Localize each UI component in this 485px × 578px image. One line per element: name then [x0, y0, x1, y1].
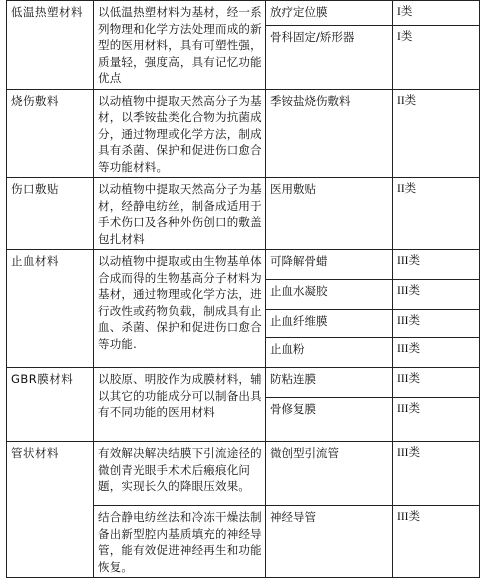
description-cell: 以胶原、明胶作为成膜材料，辅以其它的功能成分可以制备出具有不同功能的医用材料: [94, 368, 266, 442]
table-row: [7, 178, 480, 250]
product-name-cell: 骨修复膜: [266, 398, 393, 442]
product-class-cell: III类: [393, 368, 480, 398]
product-class-cell: II类: [393, 178, 480, 250]
category-cell: 管状材料: [7, 442, 94, 578]
product-class-cell: III类: [393, 398, 480, 442]
product-class-cell: II类: [393, 89, 480, 178]
table-row: [7, 1, 480, 26]
category-cell: 低温热塑材料: [7, 1, 94, 90]
description-cell: 有效解决解决结膜下引流途径的微创青光眼手术术后瘢痕化问题，实现长久的降眼压效果。: [94, 442, 266, 506]
product-name-cell: 放疗定位膜: [266, 1, 393, 26]
table-row: [7, 368, 480, 398]
product-name-cell: 可降解骨蜡: [266, 250, 393, 280]
product-name-cell: 骨科固定/矫形器: [266, 25, 393, 89]
product-name-cell: 医用敷贴: [266, 178, 393, 250]
product-name-cell: 止血粉: [266, 338, 393, 368]
product-name-cell: 季铵盐烧伤敷料: [266, 89, 393, 178]
description-cell: 以动植物中提取天然高分子为基材，经静电纺丝，制备成适用于手术伤口及各种外伤创口的敷盖包扎材料: [94, 178, 266, 250]
description-cell: 结合静电纺丝法和冷冻干燥法制备出新型腔内基质填充的神经导管，能有效促进神经再生和功能恢复。: [94, 506, 266, 578]
table-row: [7, 89, 480, 178]
table-row: [7, 442, 480, 506]
product-class-cell: III类: [393, 338, 480, 368]
product-name-cell: 微创型引流管: [266, 442, 393, 506]
product-class-cell: I类: [393, 1, 480, 26]
product-class-cell: III类: [393, 506, 480, 578]
product-table: [6, 0, 480, 578]
product-name-cell: 神经导管: [266, 506, 393, 578]
product-name-cell: 防粘连膜: [266, 368, 393, 398]
category-cell: 烧伤敷料: [7, 89, 94, 178]
product-class-cell: III类: [393, 442, 480, 506]
category-cell: 伤口敷贴: [7, 178, 94, 250]
category-cell: 止血材料: [7, 250, 94, 368]
product-name-cell: 止血水凝胶: [266, 280, 393, 310]
product-class-cell: I类: [393, 25, 480, 89]
product-class-cell: III类: [393, 250, 480, 280]
product-name-cell: 止血纤维膜: [266, 310, 393, 338]
description-cell: 以动植物中提取天然高分子为基材，以季铵盐类化合物为抗菌成分，通过物理或化学方法，制成具有杀菌、保护和促进伤口愈合等功能材料。: [94, 89, 266, 178]
table-row: [7, 250, 480, 280]
product-class-cell: III类: [393, 280, 480, 310]
description-cell: 以动植物中提取或由生物基单体合成而得的生物基高分子材料为基材，通过物理或化学方法，进行改性或药物负载，制成具有止血、杀菌、保护和促进伤口愈合等功能.: [94, 250, 266, 368]
category-cell: GBR膜材料: [7, 368, 94, 442]
description-cell: 以低温热塑材料为基材，经一系列物理和化学方法处理而成的新型的医用材料，具有可塑性强，质量轻，强度高，具有记忆功能优点: [94, 1, 266, 90]
product-class-cell: III类: [393, 310, 480, 338]
